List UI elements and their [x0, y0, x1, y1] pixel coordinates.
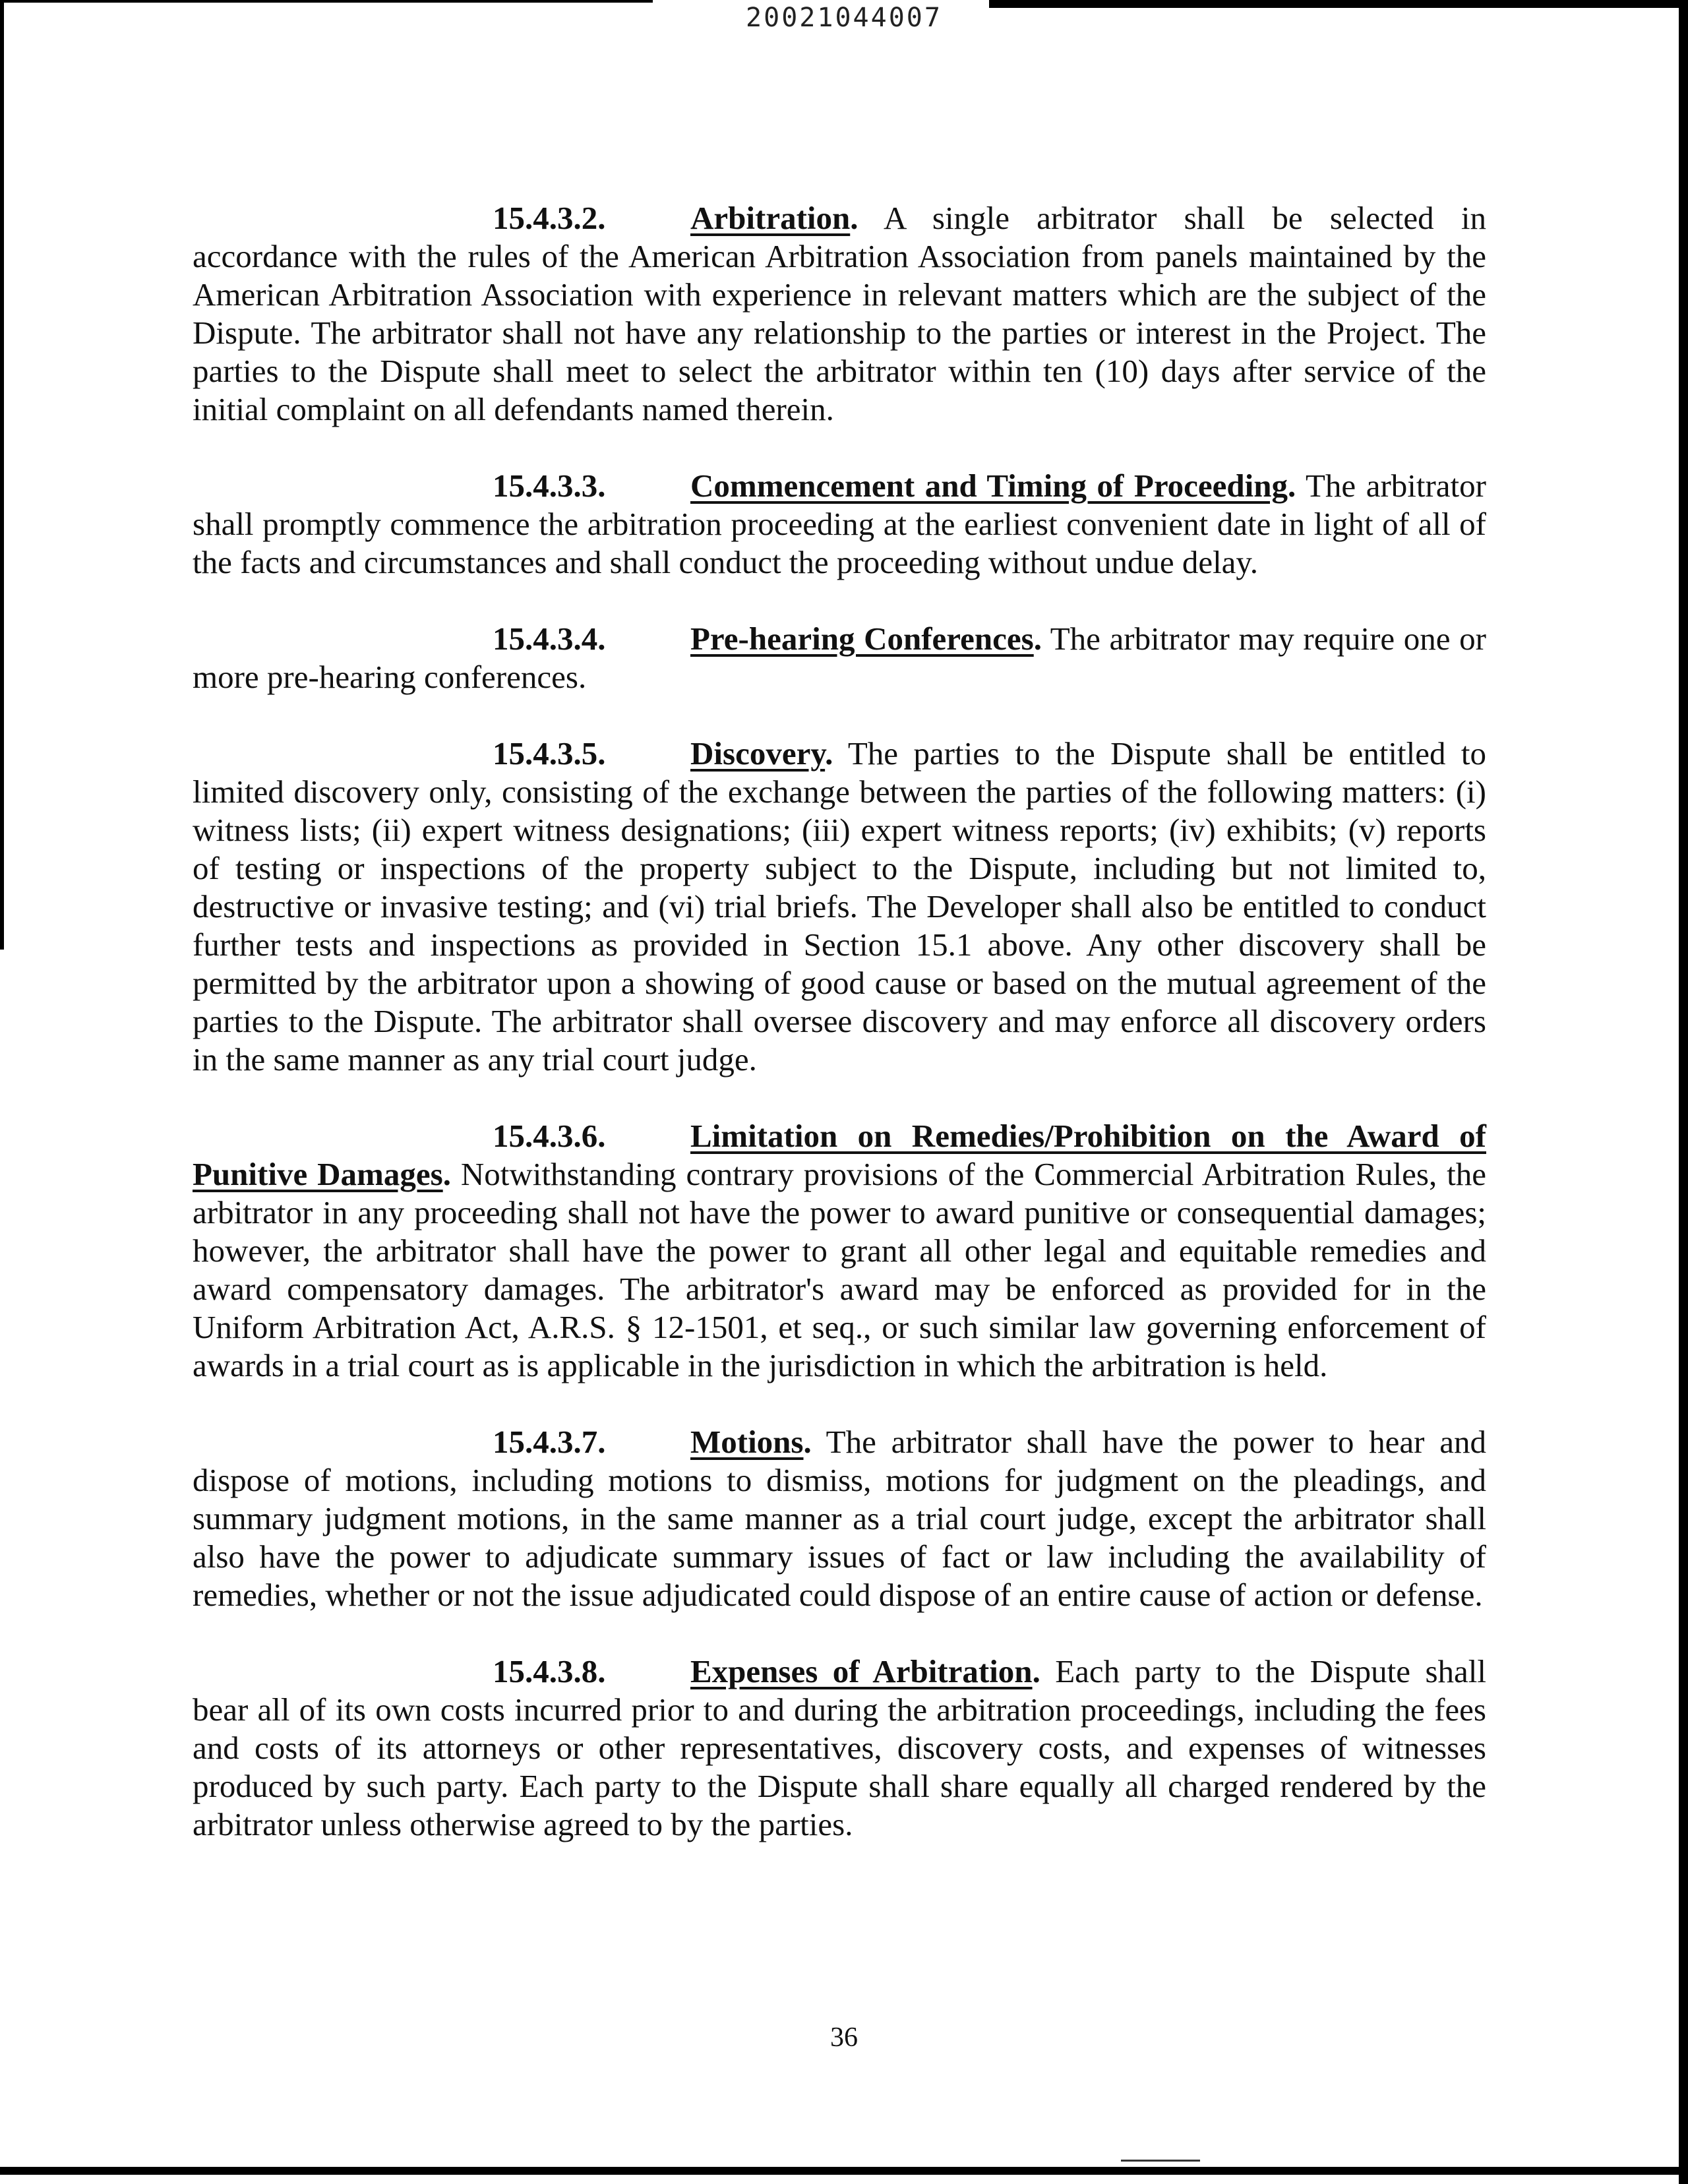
section-number: 15.4.3.2.	[493, 200, 606, 236]
scan-border-bottom	[0, 2167, 1688, 2175]
section-text: The parties to the Dispute shall be entitled to limited discovery only, consisting of the exchange between the parties of the following matters: (i) witness lists; (ii) expert witness designations; (iii) expert witness reports; (iv) exhibits; (v) reports of testing or inspections of the property subject to the Dispute, including but not limited to, destructive or invasive testing; and (vi) trial briefs. The Developer shall also be entitled to conduct further tests and inspections as provided in Section 15.1 above. Any other discovery shall be permitted by the arbitrator upon a showing of good cause or based on the mutual agreement of the parties to the Dispute. The arbitrator shall oversee discovery and may enforce all discovery orders in the same manner as any trial court judge.	[193, 735, 1486, 1077]
section-heading: Pre-hearing Conferences	[690, 621, 1034, 657]
page-number: 36	[830, 2022, 858, 2053]
section-number: 15.4.3.7.	[493, 1424, 606, 1460]
section-heading: Arbitration	[690, 200, 851, 236]
section-text: The arbitrator shall have the power to hear and dispose of motions, including motions to dismiss, motions for judgment on the pleadings, and summary judgment motions, in the same manner as a trial court judge, except the arbitrator shall also have the power to adjudicate summary issues of fact or law including the availability of remedies, whether or not the issue adjudicated could dispose of an entire cause of action or defense.	[193, 1424, 1486, 1613]
section-expenses-of-arbitration: 15.4.3.8. Expenses of Arbitration. Each party to the Dispute shall bear all of its own costs incurred prior to and during the arbitration proceedings, including the fees and costs of its attorneys or other representatives, discovery costs, and expenses of witnesses produced by such party. Each party to the Dispute shall share equally all charged rendered by the arbitrator unless otherwise agreed to by the parties.	[193, 1653, 1486, 1842]
section-text: A single arbitrator shall be selected in accordance with the rules of the American Arbitration Association from panels maintained by the American Arbitration Association with experience in relevant matters which are the subject of the Dispute. The arbitrator shall not have any relationship to the parties or interest in the Project. The parties to the Dispute shall meet to select the arbitrator within ten (10) days after service of the initial complaint on all defendants named therein.	[193, 200, 1486, 427]
section-arbitration: 15.4.3.2. Arbitration. A single arbitrator shall be selected in accordance with the rules of the American Arbitration Association from panels maintained by the American Arbitration Association with experience in relevant matters which are the subject of the Dispute. The arbitrator shall not have any relationship to the parties or interest in the Project. The parties to the Dispute shall meet to select the arbitrator within ten (10) days after service of the initial complaint on all defendants named therein.	[193, 200, 1486, 427]
section-commencement-timing: 15.4.3.3. Commencement and Timing of Proceeding. The arbitrator shall promptly commence the arbitration proceeding at the earliest convenient date in light of all of the facts and circumstances and shall conduct the proceeding without undue delay.	[193, 468, 1486, 580]
section-limitation-on-remedies: 15.4.3.6. Limitation on Remedies/Prohibition on the Award of Punitive Damages. Notwithstanding contrary provisions of the Commercial Arbitration Rules, the arbitrator in any proceeding shall not have the power to award punitive or consequential damages; however, the arbitrator shall have the power to grant all other legal and equitable remedies and award compensatory damages. The arbitrator's award may be enforced as provided for in the Uniform Arbitration Act, A.R.S. § 12-1501, et seq., or such similar law governing enforcement of awards in a trial court as is applicable in the jurisdiction in which the arbitration is held.	[193, 1118, 1487, 1383]
scan-border-left	[0, 0, 4, 950]
section-text: The arbitrator may require one or more pre-hearing conferences.	[193, 621, 1486, 695]
section-motions: 15.4.3.7. Motions. The arbitrator shall have the power to hear and dispose of motions, including motions to dismiss, motions for judgment on the pleadings, and summary judgment motions, in the same manner as a trial court judge, except the arbitrator shall also have the power to adjudicate summary issues of fact or law including the availability of remedies, whether or not the issue adjudicated could dispose of an entire cause of action or defense.	[193, 1424, 1486, 1613]
section-number: 15.4.3.5.	[493, 735, 606, 772]
section-number: 15.4.3.4.	[493, 621, 606, 657]
section-text: The arbitrator shall promptly commence the arbitration proceeding at the earliest convenient date in light of all of the facts and circumstances and shall conduct the proceeding without undue delay.	[193, 468, 1486, 580]
document-number: 20021044007	[746, 3, 942, 33]
section-number: 15.4.3.8.	[493, 1653, 606, 1689]
section-heading: Expenses of Arbitration	[690, 1653, 1033, 1689]
section-text: Notwithstanding contrary provisions of the Commercial Arbitration Rules, the arbitrator in any proceeding shall not have the power to award punitive or consequential damages; however, the arbitrator shall have the power to grant all other legal and equitable remedies and award compensatory damages. The arbitrator's award may be enforced as provided for in the Uniform Arbitration Act, A.R.S. § 12-1501, et seq., or such similar law governing enforcement of awards in a trial court as is applicable in the jurisdiction in which the arbitration is held.	[193, 1156, 1487, 1383]
section-heading: Commencement and Timing of Proceeding	[690, 468, 1288, 504]
section-text: Each party to the Dispute shall bear all of its own costs incurred prior to and during the arbitration proceedings, including the fees and costs of its attorneys or other representatives, discovery costs, and expenses of witnesses produced by such party. Each party to the Dispute shall share equally all charged rendered by the arbitrator unless otherwise agreed to by the parties.	[193, 1653, 1486, 1842]
section-number: 15.4.3.3.	[493, 468, 606, 504]
section-discovery: 15.4.3.5. Discovery. The parties to the Dispute shall be entitled to limited discovery only, consisting of the exchange between the parties of the following matters: (i) witness lists; (ii) expert witness designations; (iii) expert witness reports; (iv) exhibits; (v) reports of testing or inspections of the property subject to the Dispute, including but not limited to, destructive or invasive testing; and (vi) trial briefs. The Developer shall also be entitled to conduct further tests and inspections as provided in Section 15.1 above. Any other discovery shall be permitted by the arbitrator upon a showing of good cause or based on the mutual agreement of the parties to the Dispute. The arbitrator shall oversee discovery and may enforce all discovery orders in the same manner as any trial court judge.	[193, 735, 1486, 1077]
scan-mark-bottom	[1121, 2160, 1200, 2162]
document-body	[193, 199, 1486, 1882]
scan-border-right	[1679, 0, 1688, 2184]
section-pre-hearing-conferences: 15.4.3.4. Pre-hearing Conferences. The arbitrator may require one or more pre-hearing conferences.	[193, 621, 1486, 695]
section-number: 15.4.3.6.	[493, 1118, 606, 1154]
section-heading: Discovery	[690, 735, 826, 772]
section-heading: Limitation on Remedies/Prohibition on the Award of Punitive Damages	[193, 1118, 1486, 1192]
section-heading: Motions	[690, 1424, 804, 1460]
